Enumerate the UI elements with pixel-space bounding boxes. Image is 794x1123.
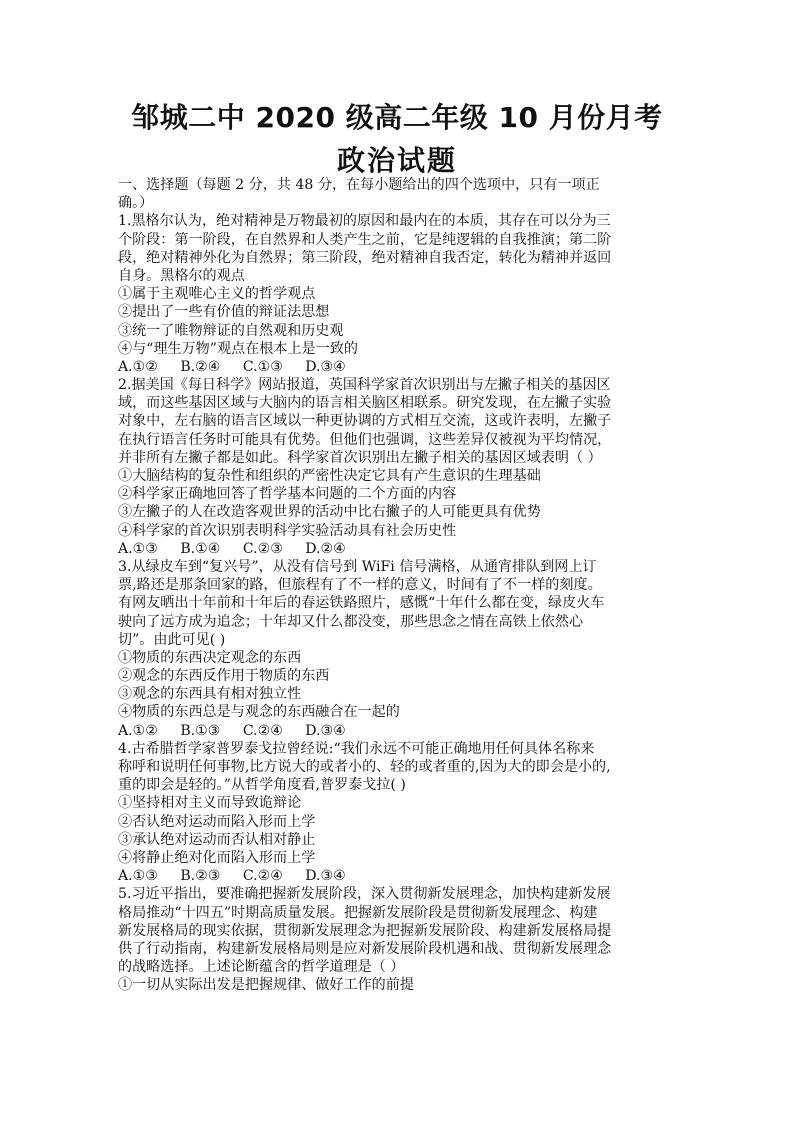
- text-line: ③统一了唯物辩证的自然观和历史观: [118, 322, 344, 339]
- answer-options: A.①② B.②④ C.①③ D.③④: [118, 358, 346, 375]
- text-line: ①大脑结构的复杂性和组织的严密性决定它具有产生意识的生理基础: [118, 468, 541, 484]
- text-line: 新发展格局的现实依据，贯彻新发展理念为把握新发展阶段、构建新发展格局提: [118, 922, 612, 939]
- text-line: 2.据美国《每日科学》网站报道，英国科学家首次识别出与左撇子相关的基因区: [118, 377, 611, 394]
- text-line: ③观念的东西具有相对独立性: [118, 686, 302, 703]
- text-line: 1.黑格尔认为，绝对精神是万物最初的原因和最内在的本质，其存在可以分为三: [118, 213, 611, 230]
- answer-options: A.①③ B.②③ C.②④ D.③④: [118, 868, 346, 885]
- exam-title: 邹城二中 2020 级高二年级 10 月份月考: [131, 101, 663, 134]
- text-line: ①属于主观唯心主义的哲学观点: [118, 286, 316, 303]
- text-line: 对象中，左右脑的语言区域以一种更协调的方式相互交流，这或许表明，左撇子: [118, 413, 612, 430]
- text-line: ①坚持相对主义而导致诡辩论: [118, 795, 302, 812]
- text-line: 3.从绿皮车到“复兴号”，从没有信号到 WiFi 信号满格，从通宵排队到网上订: [118, 558, 597, 575]
- text-line: 的战略选择。上述论断蕴含的哲学道理是（ ）: [118, 959, 405, 976]
- exam-body: [118, 176, 678, 994]
- text-line: ④将静止绝对化而陷入形而上学: [118, 849, 316, 866]
- answer-options: A.①③ B.①④ C.②③ D.②④: [118, 540, 346, 557]
- text-line: ③左撇子的人在改造客观世界的活动中比右撇子的人可能更具有优势: [118, 504, 541, 521]
- text-line: ②观念的东西反作用于物质的东西: [118, 668, 330, 685]
- text-line: ①物质的东西决定观念的东西: [118, 649, 302, 666]
- text-line: 重的即会是轻的。”从哲学角度看,普罗泰戈拉( ): [118, 777, 406, 794]
- text-line: 5.习近平指出，要准确把握新发展阶段，深入贯彻新发展理念，加快构建新发展: [118, 886, 611, 903]
- text-line: 域，而这些基因区域与大脑内的语言相关脑区相联系。研究发现，在左撇子实验: [118, 395, 612, 412]
- text-line: ①一切从实际出发是把握规律、做好工作的前提: [118, 977, 414, 994]
- text-line: 自身。黑格尔的观点: [118, 267, 245, 284]
- text-line: 在执行语言任务时可能具有优势。但他们也强调，这些差异仅被视为平均情况，: [118, 431, 612, 448]
- text-line: ④与“理生万物”观点在根本上是一致的: [118, 340, 358, 357]
- text-line: 4.古希腊哲学家普罗泰戈拉曾经说:“我们永远不可能正确地用任何具体名称来: [118, 740, 595, 757]
- answer-options: A.①② B.①③ C.②④ D.③④: [118, 722, 346, 739]
- text-line: 切”。由此可见( ): [118, 631, 226, 648]
- text-line: ②科学家正确地回答了哲学基本问题的二个方面的内容: [118, 486, 457, 503]
- text-line: 票,路还是那条回家的路，但旅程有了不一样的意义，时间有了不一样的刻度。: [118, 577, 602, 594]
- text-line: ②提出了一些有价值的辩证法思想: [118, 304, 330, 321]
- text-line: ②否认绝对运动而陷入形而上学: [118, 813, 316, 830]
- text-line: ④科学家的首次识别表明科学实验活动具有社会历史性: [118, 522, 457, 539]
- text-line: 格局推动“十四五”时期高质量发展。把握新发展阶段是贯彻新发展理念、构建: [118, 904, 598, 921]
- text-line: 个阶段：第一阶段，在自然界和人类产生之前，它是纯逻辑的自我推演；第二阶: [118, 231, 612, 248]
- text-line: 一、选择题（每题 2 分，共 48 分，在每小题给出的四个选项中，只有一项正: [118, 177, 600, 193]
- text-line: 称呼和说明任何事物,比方说大的或者小的、轻的或者重的,因为大的即会是小的,: [118, 759, 611, 775]
- text-line: 并非所有左撇子都是如此。科学家首次识别出左撇子相关的基因区域表明（ ）: [118, 449, 602, 466]
- exam-subtitle: 政治试题: [336, 144, 457, 177]
- text-line: ④物质的东西总是与观念的东西融合在一起的: [118, 704, 400, 721]
- text-line: 供了行动指南，构建新发展格局则是应对新发展阶段机遇和战、贯彻新发展理念: [118, 940, 612, 957]
- text-line: 确。）: [118, 195, 154, 212]
- text-line: ③承认绝对运动而否认相对静止: [118, 831, 316, 848]
- text-line: 段，绝对精神外化为自然界；第三阶段，绝对精神自我否定，转化为精神并返回: [118, 249, 612, 266]
- text-line: 有网友晒出十年前和十年后的春运铁路照片，感慨“十年什么都在变，绿皮火车: [118, 595, 605, 612]
- text-line: 驶向了远方成为追念；十年却又什么都没变，那些思念之情在高铁上依然心: [118, 613, 584, 630]
